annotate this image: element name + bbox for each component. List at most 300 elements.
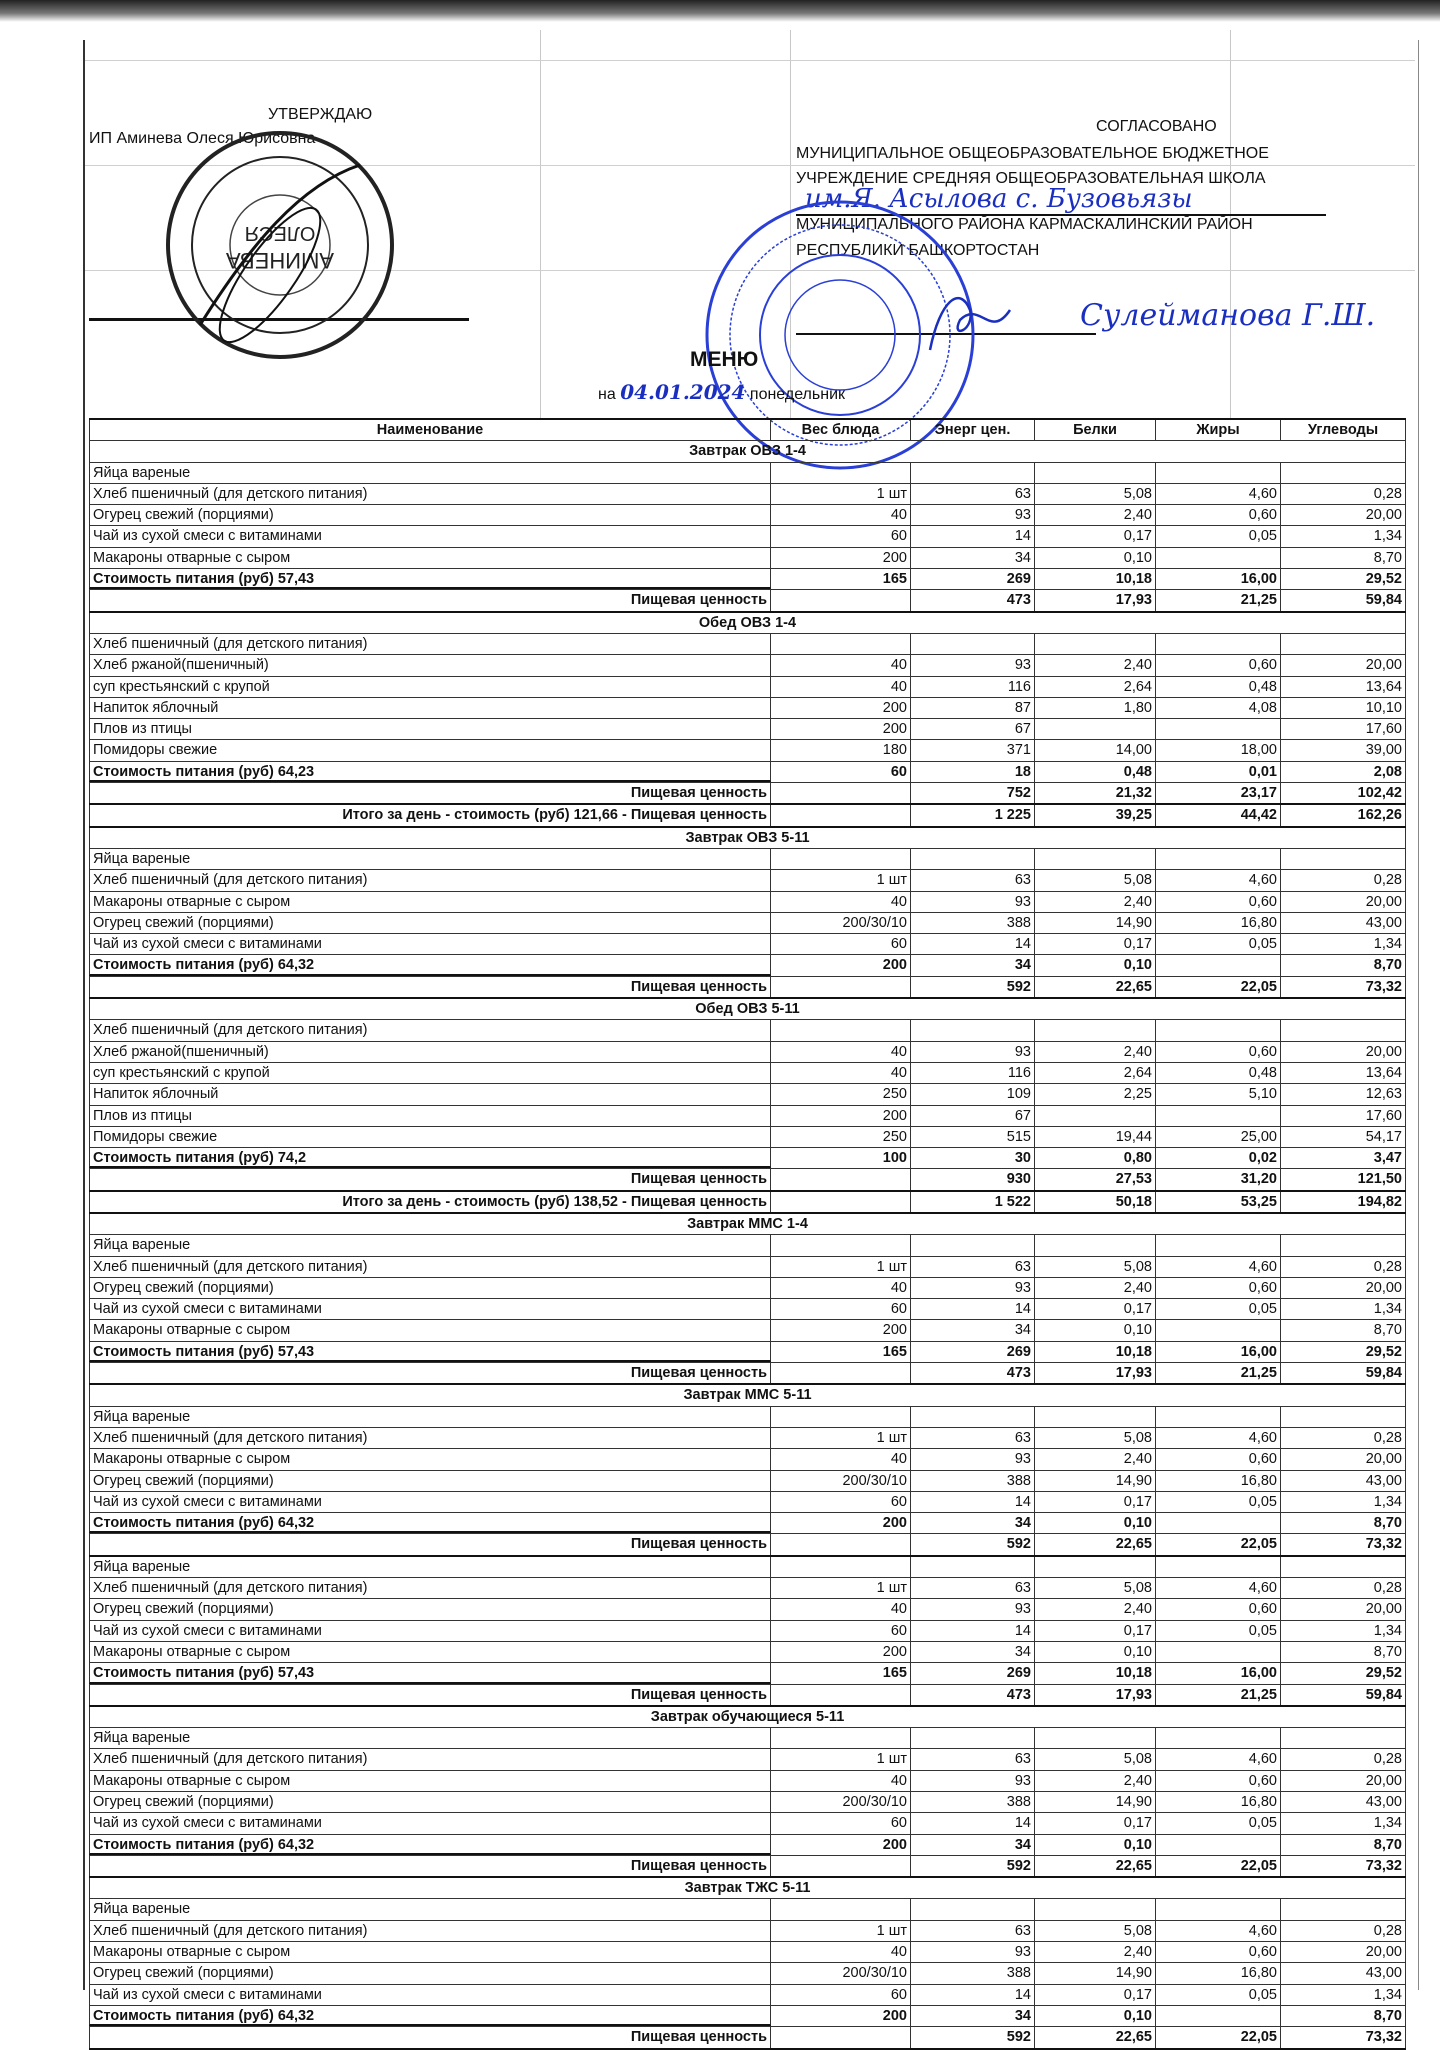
cell-fat: 4,60 [1156,1257,1281,1277]
cell-energy: 34 [911,1835,1035,1855]
cell-weight: 40 [771,1771,911,1791]
row-name: Чай из сухой смеси с витаминами [89,1813,771,1833]
cell-protein: 2,40 [1035,892,1156,912]
cell-protein: 10,18 [1035,1663,1156,1683]
cell-energy: 93 [911,505,1035,525]
scan-edge [0,0,1440,22]
cell-carbs: 8,70 [1281,1642,1406,1662]
table-row [89,484,1406,505]
cell-protein [1035,1020,1156,1040]
table-row [89,505,1406,526]
cell-protein [1035,1899,1156,1919]
cell-protein: 39,25 [1035,805,1156,825]
cell-weight [771,463,911,483]
cell-fat: 5,10 [1156,1084,1281,1104]
row-name: Итого за день - стоимость (руб) 138,52 - Пищевая ценность [89,1192,771,1212]
cell-protein: 10,18 [1035,569,1156,589]
cell-protein: 0,17 [1035,1985,1156,2005]
cell-fat: 16,00 [1156,1342,1281,1362]
cell-fat: 0,60 [1156,1771,1281,1791]
cell-energy [911,849,1035,869]
cell-carbs: 1,34 [1281,526,1406,546]
cell-carbs: 20,00 [1281,505,1406,525]
cell-carbs [1281,1557,1406,1577]
row-name: Хлеб ржаной(пшеничный) [89,1042,771,1062]
cell-carbs: 20,00 [1281,1278,1406,1298]
cell-protein: 0,10 [1035,1513,1156,1533]
cell-protein: 0,17 [1035,1813,1156,1833]
row-name: Хлеб пшеничный (для детского питания) [89,870,771,890]
cell-fat: 0,48 [1156,677,1281,697]
cell-fat: 0,02 [1156,1148,1281,1168]
table-row [89,740,1406,761]
cell-energy: 93 [911,1449,1035,1469]
cell-carbs: 39,00 [1281,740,1406,760]
cell-weight: 40 [771,892,911,912]
cell-protein [1035,1728,1156,1748]
cell-protein: 17,93 [1035,590,1156,610]
cell-energy: 34 [911,1513,1035,1533]
cost-row [89,1835,1406,1856]
cell-fat [1156,634,1281,654]
col-protein: Белки [1035,420,1156,440]
cell-energy: 93 [911,1278,1035,1298]
cell-energy: 93 [911,1599,1035,1619]
row-name: Итого за день - стоимость (руб) 121,66 - Пищевая ценность [89,805,771,825]
nutrition-total-row [89,1685,1406,1707]
row-name: Яйца вареные [89,1407,771,1427]
cell-fat: 16,80 [1156,1792,1281,1812]
cell-weight [771,1856,911,1876]
cell-weight [771,849,911,869]
cell-energy: 63 [911,870,1035,890]
cell-protein: 5,08 [1035,484,1156,504]
cell-carbs: 73,32 [1281,1856,1406,1876]
cell-fat [1156,463,1281,483]
cell-protein [1035,1557,1156,1577]
cell-fat [1156,2006,1281,2026]
cell-fat [1156,955,1281,975]
cell-weight: 60 [771,762,911,782]
cell-weight: 40 [771,1278,911,1298]
cell-fat [1156,1642,1281,1662]
cell-carbs [1281,463,1406,483]
cell-weight: 40 [771,1942,911,1962]
row-name: Макароны отварные с сыром [89,1449,771,1469]
cell-carbs: 29,52 [1281,1342,1406,1362]
cell-weight: 1 шт [771,1428,911,1448]
cell-fat: 0,05 [1156,934,1281,954]
table-row [89,1942,1406,1963]
cell-protein: 0,48 [1035,762,1156,782]
cell-protein: 0,17 [1035,934,1156,954]
col-weight: Вес блюда [771,420,911,440]
cell-weight: 1 шт [771,870,911,890]
cell-weight: 165 [771,1663,911,1683]
cell-fat [1156,849,1281,869]
cell-carbs: 20,00 [1281,1771,1406,1791]
cell-fat [1156,1106,1281,1126]
cell-weight: 200 [771,955,911,975]
cell-energy: 473 [911,1363,1035,1383]
cell-energy: 116 [911,677,1035,697]
table-row [89,1471,1406,1492]
cell-protein: 2,64 [1035,677,1156,697]
cell-fat: 0,01 [1156,762,1281,782]
table-row [89,1235,1406,1256]
cell-protein: 21,32 [1035,783,1156,803]
row-name: Стоимость питания (руб) 74,2 [89,1148,771,1168]
cell-weight: 100 [771,1148,911,1168]
table-row [89,1749,1406,1770]
cell-weight [771,805,911,825]
day-total-row [89,1192,1406,1214]
cell-weight: 40 [771,1042,911,1062]
cell-protein [1035,1407,1156,1427]
cell-protein: 50,18 [1035,1192,1156,1212]
date-value: 04.01.2024 [620,380,746,404]
section-title: Завтрак ТЖС 5-11 [89,1878,1406,1898]
row-name: Чай из сухой смеси с витаминами [89,526,771,546]
table-row [89,1492,1406,1513]
cell-fat: 4,60 [1156,1428,1281,1448]
cell-weight: 200 [771,1320,911,1340]
cell-carbs: 54,17 [1281,1127,1406,1147]
cell-weight [771,1899,911,1919]
svg-text:АМИНЕВА: АМИНЕВА [226,248,334,273]
row-name: Огурец свежий (порциями) [89,1599,771,1619]
cell-carbs: 20,00 [1281,1449,1406,1469]
cell-energy: 67 [911,1106,1035,1126]
cell-weight: 200/30/10 [771,1471,911,1491]
row-name: Плов из птицы [89,1106,771,1126]
date-line [598,380,845,404]
cell-protein: 17,93 [1035,1685,1156,1705]
cell-protein: 0,17 [1035,1299,1156,1319]
row-name: Пищевая ценность [89,977,771,997]
table-row [89,1899,1406,1920]
date-prefix: на [598,386,616,403]
cell-energy: 93 [911,1042,1035,1062]
table-row [89,1771,1406,1792]
cell-weight: 40 [771,505,911,525]
cell-weight: 60 [771,1813,911,1833]
cell-energy: 18 [911,762,1035,782]
cell-fat [1156,1020,1281,1040]
cell-energy: 93 [911,1942,1035,1962]
cell-weight [771,1534,911,1554]
row-name: Огурец свежий (порциями) [89,505,771,525]
row-name: Чай из сухой смеси с витаминами [89,1985,771,2005]
org-line-2: УЧРЕЖДЕНИЕ СРЕДНЯЯ ОБЩЕОБРАЗОВАТЕЛЬНАЯ ШКОЛА [796,170,1266,187]
row-name: Пищевая ценность [89,1685,771,1705]
cell-protein: 14,90 [1035,1471,1156,1491]
cell-carbs: 1,34 [1281,1492,1406,1512]
cell-fat: 0,05 [1156,1299,1281,1319]
cell-carbs: 73,32 [1281,2027,1406,2047]
cell-fat [1156,1899,1281,1919]
cell-protein: 17,93 [1035,1363,1156,1383]
cell-carbs: 8,70 [1281,1320,1406,1340]
cell-protein: 5,08 [1035,1921,1156,1941]
cell-protein: 2,40 [1035,655,1156,675]
table-row [89,655,1406,676]
row-name: Стоимость питания (руб) 64,32 [89,955,771,975]
cell-energy: 14 [911,1492,1035,1512]
approve-title: УТВЕРЖДАЮ [268,106,373,123]
row-name: Пищевая ценность [89,1363,771,1383]
cost-row [89,1663,1406,1684]
cell-fat: 16,80 [1156,1471,1281,1491]
cell-energy: 34 [911,1642,1035,1662]
cell-carbs: 0,28 [1281,1428,1406,1448]
cell-fat: 22,05 [1156,1534,1281,1554]
grid-line [85,60,1415,61]
cell-fat: 18,00 [1156,740,1281,760]
row-name: Хлеб пшеничный (для детского питания) [89,1749,771,1769]
cell-energy: 473 [911,590,1035,610]
cell-weight [771,977,911,997]
nutrition-total-row [89,977,1406,999]
cell-protein: 2,40 [1035,1942,1156,1962]
table-row [89,913,1406,934]
section-header [89,1707,1406,1728]
row-name: Чай из сухой смеси с витаминами [89,1621,771,1641]
row-name: Огурец свежий (порциями) [89,1278,771,1298]
section-title: Завтрак ОВЗ 1-4 [89,441,1406,461]
cell-weight [771,1020,911,1040]
row-name: Макароны отварные с сыром [89,892,771,912]
cell-protein: 0,10 [1035,1642,1156,1662]
row-name: Макароны отварные с сыром [89,1320,771,1340]
col-energy: Энерг цен. [911,420,1035,440]
cost-row [89,955,1406,976]
cell-fat: 0,05 [1156,526,1281,546]
cell-fat: 16,80 [1156,1963,1281,1983]
cell-carbs [1281,1020,1406,1040]
menu-table [89,418,1406,2050]
cell-energy: 14 [911,526,1035,546]
row-name: Яйца вареные [89,463,771,483]
cell-weight: 165 [771,1342,911,1362]
cell-protein: 10,18 [1035,1342,1156,1362]
table-row [89,1813,1406,1834]
cell-carbs: 13,64 [1281,677,1406,697]
cell-protein: 22,65 [1035,977,1156,997]
cell-energy [911,1020,1035,1040]
weekday: понедельник [749,386,845,403]
table-row [89,1963,1406,1984]
cell-carbs: 121,50 [1281,1169,1406,1189]
cell-carbs: 0,28 [1281,1749,1406,1769]
cell-energy: 34 [911,2006,1035,2026]
row-name: Чай из сухой смеси с витаминами [89,934,771,954]
row-name: Яйца вареные [89,1557,771,1577]
row-name: Хлеб пшеничный (для детского питания) [89,1020,771,1040]
cell-weight [771,1235,911,1255]
cell-carbs: 0,28 [1281,484,1406,504]
table-row [89,548,1406,569]
signature-scribble [920,280,1020,360]
cell-weight: 1 шт [771,1257,911,1277]
cell-protein: 14,00 [1035,740,1156,760]
cell-fat: 22,05 [1156,1856,1281,1876]
cell-energy: 388 [911,1471,1035,1491]
cell-protein: 2,40 [1035,1599,1156,1619]
cell-fat [1156,1407,1281,1427]
row-name: Стоимость питания (руб) 57,43 [89,569,771,589]
col-carbs: Углеводы [1281,420,1406,440]
cell-energy: 63 [911,1921,1035,1941]
org-line-4: РЕСПУБЛИКИ БАШКОРТОСТАН [796,242,1040,259]
cell-protein [1035,719,1156,739]
table-row [89,1921,1406,1942]
cell-protein: 0,17 [1035,1621,1156,1641]
cell-carbs: 20,00 [1281,1599,1406,1619]
cell-weight: 200 [771,698,911,718]
section-header [89,828,1406,849]
table-row [89,719,1406,740]
table-row [89,1042,1406,1063]
cell-energy: 116 [911,1063,1035,1083]
section-title: Завтрак обучающиеся 5-11 [89,1707,1406,1727]
cell-weight: 1 шт [771,1749,911,1769]
cell-fat: 21,25 [1156,590,1281,610]
cell-fat [1156,1235,1281,1255]
cell-carbs: 0,28 [1281,1257,1406,1277]
row-name: Пищевая ценность [89,1856,771,1876]
cell-carbs: 10,10 [1281,698,1406,718]
cell-fat [1156,1728,1281,1748]
cell-protein [1035,634,1156,654]
cell-energy: 87 [911,698,1035,718]
col-name: Наименование [89,420,771,440]
row-name: Яйца вареные [89,849,771,869]
cell-carbs: 8,70 [1281,1835,1406,1855]
cell-protein: 2,40 [1035,1042,1156,1062]
cell-fat [1156,1320,1281,1340]
row-name: Стоимость питания (руб) 57,43 [89,1342,771,1362]
table-row [89,870,1406,891]
cell-weight: 60 [771,934,911,954]
cell-fat: 0,60 [1156,1042,1281,1062]
cell-energy: 93 [911,655,1035,675]
cell-energy: 34 [911,1320,1035,1340]
cell-fat: 25,00 [1156,1127,1281,1147]
cell-weight: 200 [771,1835,911,1855]
row-name: Макароны отварные с сыром [89,1642,771,1662]
cell-carbs: 0,28 [1281,870,1406,890]
table-row [89,1127,1406,1148]
cell-carbs: 1,34 [1281,1299,1406,1319]
cell-protein: 5,08 [1035,1578,1156,1598]
cell-weight [771,1192,911,1212]
cell-fat: 0,60 [1156,505,1281,525]
cell-protein: 5,08 [1035,1428,1156,1448]
cell-carbs: 0,28 [1281,1921,1406,1941]
cost-row [89,569,1406,590]
cell-carbs: 17,60 [1281,719,1406,739]
nutrition-total-row [89,1856,1406,1878]
row-name: Хлеб пшеничный (для детского питания) [89,1578,771,1598]
cell-carbs: 43,00 [1281,1792,1406,1812]
cell-carbs: 43,00 [1281,1963,1406,1983]
row-name: Стоимость питания (руб) 64,32 [89,1513,771,1533]
cell-energy [911,1728,1035,1748]
day-total-row [89,805,1406,827]
table-row [89,934,1406,955]
cell-fat: 4,60 [1156,1749,1281,1769]
cell-energy: 63 [911,1578,1035,1598]
cell-fat: 23,17 [1156,783,1281,803]
cell-carbs: 12,63 [1281,1084,1406,1104]
cell-weight: 40 [771,1449,911,1469]
cell-energy: 34 [911,548,1035,568]
cell-carbs: 59,84 [1281,1363,1406,1383]
cell-carbs: 1,34 [1281,934,1406,954]
nutrition-total-row [89,2027,1406,2049]
cell-carbs: 8,70 [1281,955,1406,975]
cell-carbs: 102,42 [1281,783,1406,803]
table-row [89,1063,1406,1084]
row-name: Стоимость питания (руб) 64,32 [89,2006,771,2026]
cell-carbs: 20,00 [1281,892,1406,912]
cell-weight [771,634,911,654]
section-header [89,1385,1406,1406]
cell-weight: 40 [771,1599,911,1619]
row-name: Хлеб пшеничный (для детского питания) [89,1428,771,1448]
cell-weight: 1 шт [771,484,911,504]
cell-protein [1035,849,1156,869]
section-title: Обед ОВЗ 5-11 [89,999,1406,1019]
row-name: Чай из сухой смеси с витаминами [89,1299,771,1319]
cell-protein: 1,80 [1035,698,1156,718]
cell-carbs: 29,52 [1281,569,1406,589]
cell-protein: 0,17 [1035,526,1156,546]
row-name: Огурец свежий (порциями) [89,1471,771,1491]
row-name: Стоимость питания (руб) 64,32 [89,1835,771,1855]
cell-carbs [1281,1407,1406,1427]
cell-protein: 2,40 [1035,505,1156,525]
cell-fat: 0,05 [1156,1621,1281,1641]
row-name: Макароны отварные с сыром [89,1771,771,1791]
page-border-right [1418,40,1419,1990]
cell-fat: 53,25 [1156,1192,1281,1212]
cell-fat: 0,60 [1156,1449,1281,1469]
cell-protein [1035,1106,1156,1126]
section-title: Завтрак ММС 1-4 [89,1214,1406,1234]
cell-carbs: 2,08 [1281,762,1406,782]
table-row [89,1320,1406,1341]
cell-weight: 200 [771,548,911,568]
cell-weight: 200 [771,2006,911,2026]
table-row [89,463,1406,484]
cell-protein: 19,44 [1035,1127,1156,1147]
cell-weight: 60 [771,526,911,546]
cell-protein: 0,80 [1035,1148,1156,1168]
cell-protein: 14,90 [1035,1792,1156,1812]
cell-fat: 4,60 [1156,870,1281,890]
cell-energy: 14 [911,1299,1035,1319]
section-header [89,999,1406,1020]
row-name: суп крестьянский с крупой [89,1063,771,1083]
table-row [89,1257,1406,1278]
row-name: Помидоры свежие [89,740,771,760]
table-row [89,1557,1406,1578]
cell-fat: 16,00 [1156,1663,1281,1683]
table-row [89,1792,1406,1813]
cell-weight: 40 [771,677,911,697]
